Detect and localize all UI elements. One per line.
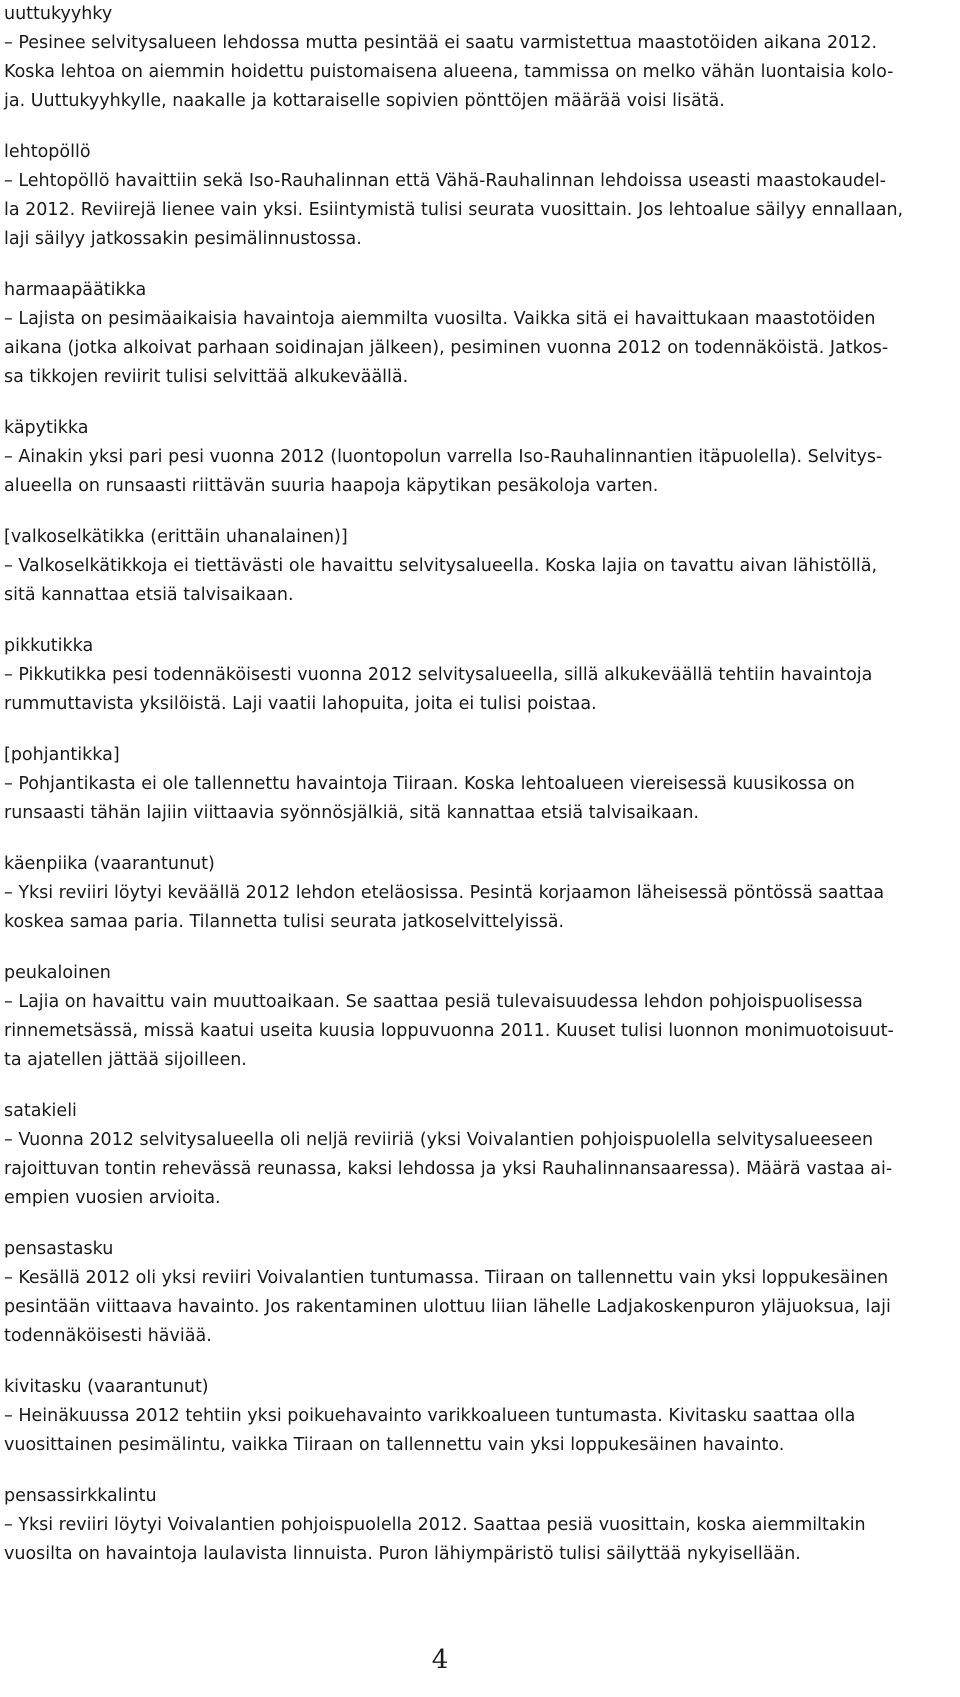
species-description-line: ta ajatellen jättää sijoilleen.: [4, 1050, 247, 1070]
species-description-line: sa tikkojen reviirit tulisi selvittää alkukeväällä.: [4, 367, 409, 387]
paragraph-gap: [4, 1351, 956, 1373]
species-description-line: rummuttavista yksilöistä. Laji vaatii lahopuita, joita ei tulisi poistaa.: [4, 694, 597, 714]
species-description-line: Koska lehtoa on aiemmin hoidettu puistomaisena alueena, tammissa on melko vähän luontaisia kolo-: [4, 62, 894, 82]
species-description-line: rajoittuvan tontin rehevässä reunassa, kaksi lehdossa ja yksi Rauhalinnansaaressa). Määrä vastaa ai-: [4, 1159, 893, 1179]
species-description-line: – Lajia on havaittu vain muuttoaikaan. Se saattaa pesiä tulevaisuudessa lehdon pohjoispuolisessa: [4, 992, 863, 1012]
species-description-line: – Pesinee selvitysalueen lehdossa mutta pesintää ei saatu varmistettua maastotöiden aikana 2012.: [4, 33, 878, 53]
species-entry: [4, 0, 956, 116]
species-description-line: laji säilyy jatkossakin pesimälinnustossa.: [4, 229, 362, 249]
species-description-line: – Yksi reviiri löytyi Voivalantien pohjoispuolella 2012. Saattaa pesiä vuosittain, koska aiemmiltakin: [4, 1515, 866, 1535]
paragraph-gap: [4, 1213, 956, 1235]
species-description-line: – Heinäkuussa 2012 tehtiin yksi poikuehavainto varikkoalueen tuntumasta. Kivitasku saattaa olla: [4, 1406, 856, 1426]
species-entry: [4, 414, 956, 501]
species-description-line: vuosittainen pesimälintu, vaikka Tiiraan on tallennettu vain yksi loppukesäinen havainto.: [4, 1435, 785, 1455]
species-entry: [4, 1373, 956, 1460]
paragraph-gap: [4, 392, 956, 414]
paragraph-gap: [4, 610, 956, 632]
species-description-line: – Pohjantikasta ei ole tallennettu havaintoja Tiiraan. Koska lehtoalueen viereisessä kuusikossa on: [4, 774, 855, 794]
species-entry: [4, 276, 956, 392]
species-description-line: rinnemetsässä, missä kaatui useita kuusia loppuvuonna 2011. Kuuset tulisi luonnon monimuotoisuut-: [4, 1021, 894, 1041]
paragraph-gap: [4, 1460, 956, 1482]
paragraph-gap: [4, 116, 956, 138]
species-description-line: – Lajista on pesimäaikaisia havaintoja aiemmilta vuosilta. Vaikka sitä ei havaittukaan maastotöiden: [4, 309, 876, 329]
paragraph-gap: [4, 501, 956, 523]
species-name: satakieli: [4, 1101, 77, 1121]
species-description-line: – Ainakin yksi pari pesi vuonna 2012 (luontopolun varrella Iso-Rauhalinnantien itäpuolella). Selvitys-: [4, 447, 883, 467]
species-description-line: todennäköisesti häviää.: [4, 1326, 212, 1346]
paragraph-gap: [4, 828, 956, 850]
page-number: 4: [431, 1645, 449, 1675]
species-name: harmaapäätikka: [4, 280, 147, 300]
species-entry: [4, 1235, 956, 1351]
species-name: pensassirkkalintu: [4, 1486, 157, 1506]
species-name: [pohjantikka]: [4, 745, 120, 765]
species-name: [valkoselkätikka (erittäin uhanalainen)]: [4, 527, 348, 547]
paragraph-gap: [4, 937, 956, 959]
species-name: pensastasku: [4, 1239, 114, 1259]
paragraph-gap: [4, 719, 956, 741]
species-entry: [4, 959, 956, 1075]
species-list: [4, 0, 956, 1569]
species-description-line: pesintään viittaava havainto. Jos rakentaminen ulottuu liian lähelle Ladjakoskenpuron yläjuoksua, laji: [4, 1297, 891, 1317]
species-name: käpytikka: [4, 418, 89, 438]
species-name: uuttukyyhky: [4, 4, 113, 24]
species-entry: [4, 741, 956, 828]
species-description-line: alueella on runsaasti riittävän suuria haapoja käpytikan pesäkoloja varten.: [4, 476, 659, 496]
species-name: kivitasku (vaarantunut): [4, 1377, 209, 1397]
species-entry: [4, 1097, 956, 1213]
species-description-line: runsaasti tähän lajiin viittaavia syönnösjälkiä, sitä kannattaa etsiä talvisaikaan.: [4, 803, 699, 823]
species-description-line: – Valkoselkätikkoja ei tiettävästi ole havaittu selvitysalueella. Koska lajia on tavattu aivan lähistöllä,: [4, 556, 878, 576]
species-entry: [4, 850, 956, 937]
species-description-line: sitä kannattaa etsiä talvisaikaan.: [4, 585, 294, 605]
species-entry: [4, 138, 956, 254]
species-description-line: empien vuosien arvioita.: [4, 1188, 221, 1208]
species-description-line: koskea samaa paria. Tilannetta tulisi seurata jatkoselvittelyissä.: [4, 912, 565, 932]
species-description-line: la 2012. Reviirejä lienee vain yksi. Esiintymistä tulisi seurata vuosittain. Jos lehtoalue säilyy ennallaan,: [4, 200, 904, 220]
species-entry: [4, 1482, 956, 1569]
paragraph-gap: [4, 1075, 956, 1097]
species-description-line: vuosilta on havaintoja laulavista linnuista. Puron lähiympäristö tulisi säilyttää nykyisellään.: [4, 1544, 801, 1564]
species-entry: [4, 523, 956, 610]
paragraph-gap: [4, 254, 956, 276]
species-description-line: – Pikkutikka pesi todennäköisesti vuonna 2012 selvitysalueella, sillä alkukeväällä tehtiin havaintoja: [4, 665, 873, 685]
species-name: lehtopöllö: [4, 142, 91, 162]
species-description-line: – Yksi reviiri löytyi keväällä 2012 lehdon eteläosissa. Pesintä korjaamon läheisessä pöntössä saattaa: [4, 883, 885, 903]
species-description-line: – Vuonna 2012 selvitysalueella oli neljä reviiriä (yksi Voivalantien pohjoispuolella selvitysalueeseen: [4, 1130, 874, 1150]
species-description-line: – Kesällä 2012 oli yksi reviiri Voivalantien tuntumassa. Tiiraan on tallennettu vain yksi loppukesäinen: [4, 1268, 889, 1288]
species-name: pikkutikka: [4, 636, 94, 656]
species-entry: [4, 632, 956, 719]
species-description-line: – Lehtopöllö havaittiin sekä Iso-Rauhalinnan että Vähä-Rauhalinnan lehdoissa useasti maastokaudel-: [4, 171, 886, 191]
species-description-line: ja. Uuttukyyhkylle, naakalle ja kottaraiselle sopivien pönttöjen määrää voisi lisätä.: [4, 91, 725, 111]
species-name: peukaloinen: [4, 963, 111, 983]
species-name: käenpiika (vaarantunut): [4, 854, 215, 874]
species-description-line: aikana (jotka alkoivat parhaan soidinajan jälkeen), pesiminen vuonna 2012 on todennäköistä. Jatkos-: [4, 338, 889, 358]
